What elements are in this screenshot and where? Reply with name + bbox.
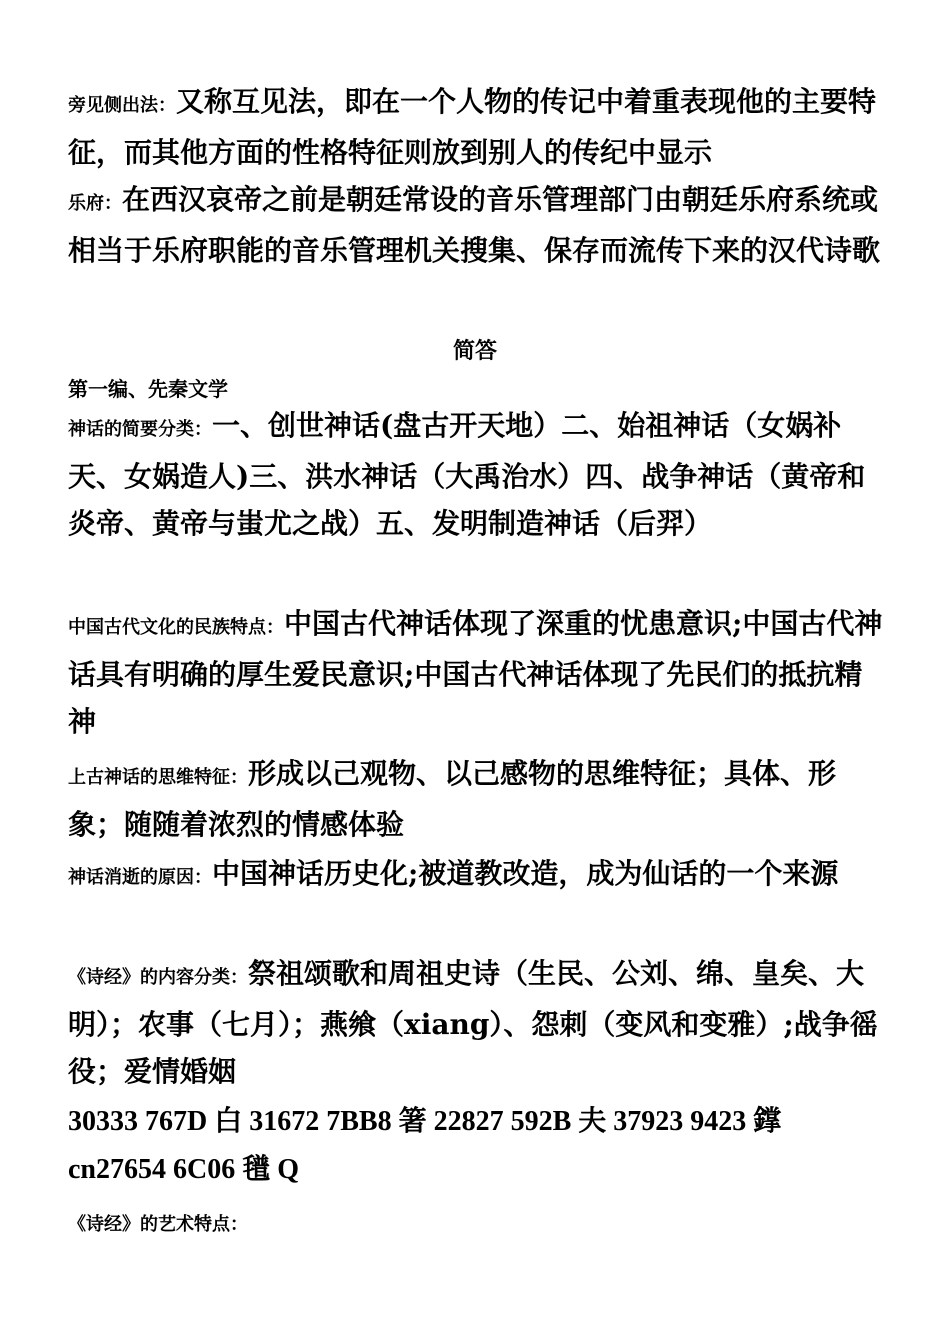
section-title: 第一编、先秦文学 (68, 377, 228, 401)
term-label: 乐府： (68, 193, 122, 214)
answer-ethnic-features (68, 600, 886, 745)
answer-thinking-features (68, 750, 886, 848)
term-label: 神话消逝的原因： (68, 867, 212, 888)
definition-pangjian (68, 78, 886, 176)
answer-text: 中国神话历史化;被道教改造，成为仙话的一个来源 (212, 857, 839, 890)
term-label: 神话的简要分类： (68, 419, 212, 440)
answer-myth-categories (68, 402, 886, 547)
answer-text: 祭祖颂歌和周祖史诗（生民、公刘、绵、皇矣、大明）；农事（七月）；燕飨（xiang）、怨刺（变风和变雅）;战争徭役；爱情婚姻 (68, 957, 878, 1088)
definition-text: 又称互见法，即在一个人物的传记中着重表现他的主要特征，而其他方面的性格特征则放到别人的传纪中显示 (68, 85, 877, 169)
answer-text: 一、创世神话(盘古开天地）二、始祖神话（女娲补天、女娲造人)三、洪水神话（大禹治水）四、战争神话（黄帝和炎帝、黄帝与蚩尤之战）五、发明制造神话（后羿） (68, 409, 866, 540)
term-label: 上古神话的思维特征： (68, 767, 248, 788)
term-label: 旁见侧出法： (68, 95, 176, 116)
last-term-label: 《诗经》的艺术特点： (68, 1214, 248, 1235)
answer-text: 形成以己观物、以己感物的思维特征；具体、形象；随随着浓烈的情感体验 (68, 757, 837, 841)
code-line: 30333 767D 白 31672 7BB8 箸 22827 592B 夫 37923 9423 鐣 cn27654 6C06 氆 Q (68, 1106, 782, 1185)
term-label: 中国古代文化的民族特点： (68, 617, 284, 638)
definition-text: 在西汉哀帝之前是朝廷常设的音乐管理部门由朝廷乐府系统或相当于乐府职能的音乐管理机关搜集、保存而流传下来的汉代诗歌 (68, 183, 881, 267)
heading-jianda: 简答 (452, 338, 497, 364)
term-label: 《诗经》的内容分类： (68, 967, 248, 988)
answer-myth-disappearance (68, 850, 886, 901)
answer-shijing-content (68, 950, 886, 1095)
answer-text: 中国古代神话体现了深重的忧患意识;中国古代神话具有明确的厚生爱民意识;中国古代神话体现了先民们的抵抗精神 (68, 607, 883, 738)
definition-yuefu (68, 176, 886, 274)
